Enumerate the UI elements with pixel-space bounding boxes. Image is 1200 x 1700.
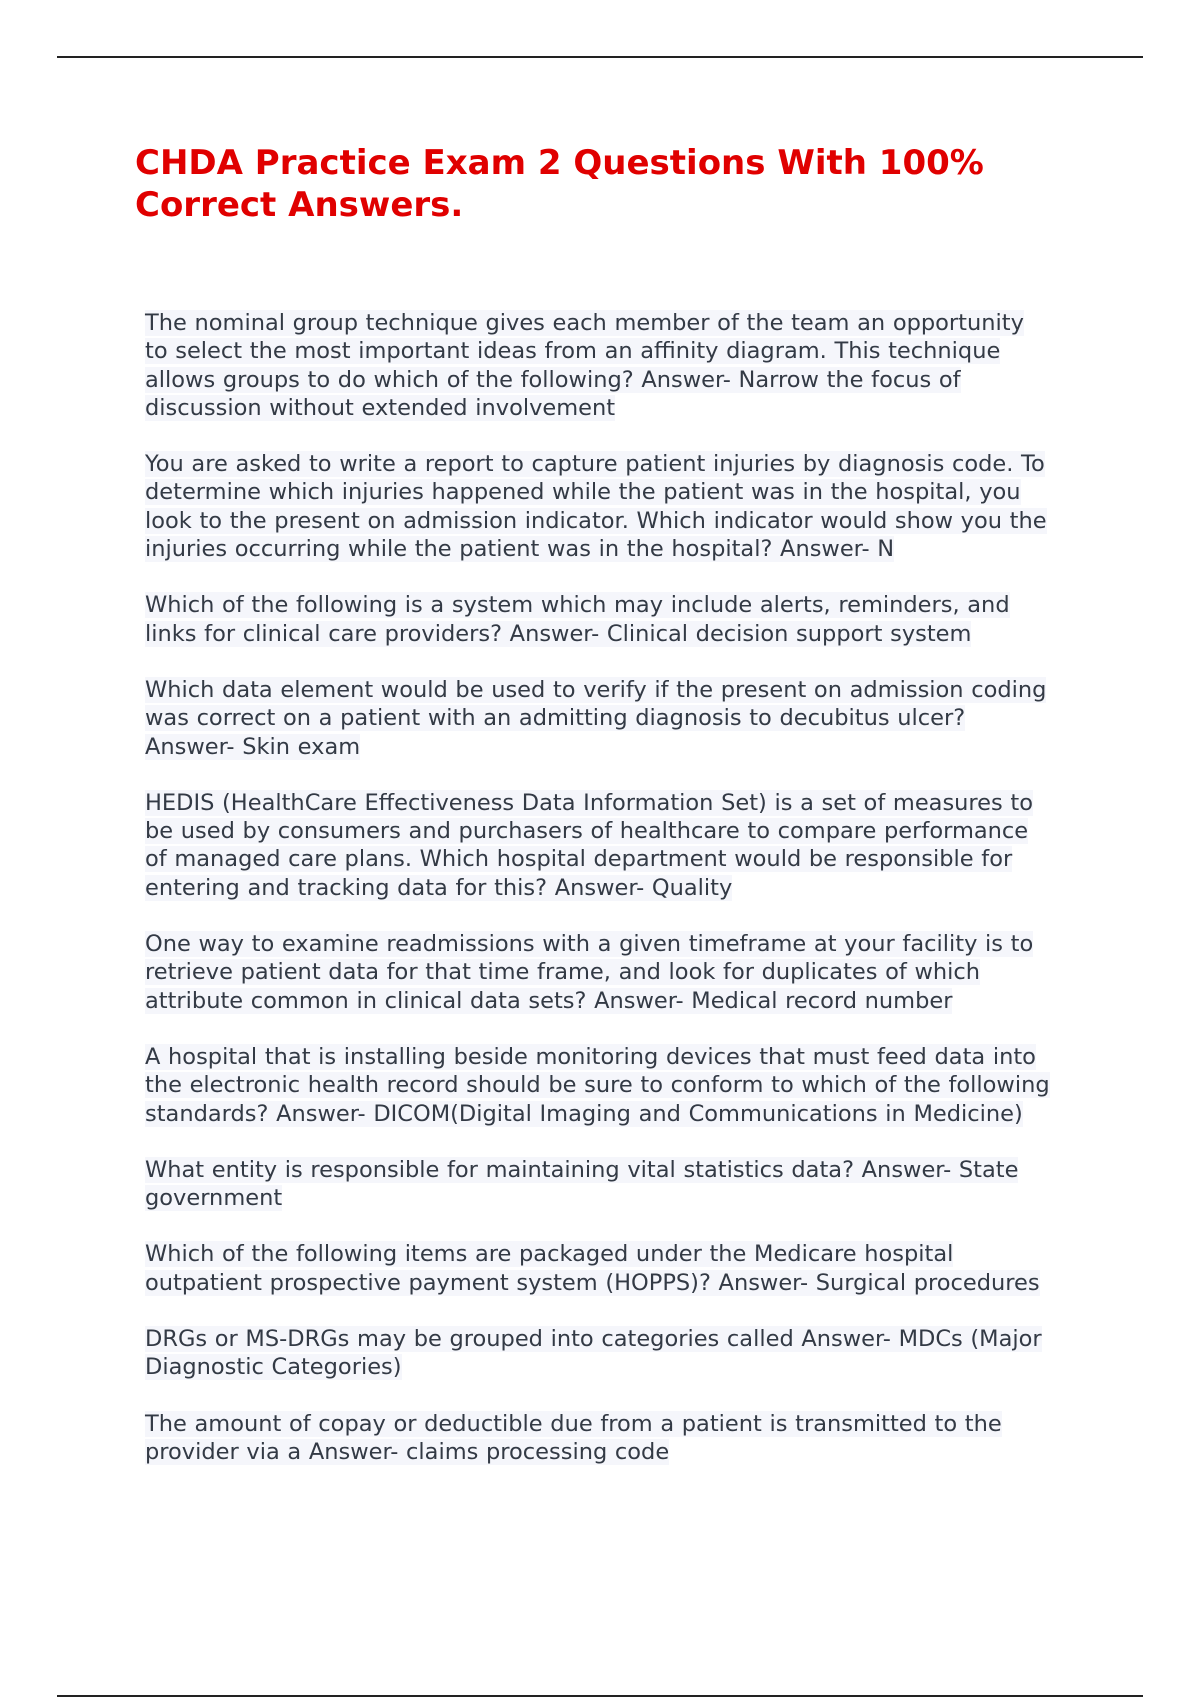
question-item	[145, 591, 1050, 648]
question-item	[145, 1240, 1050, 1297]
question-item	[145, 309, 1050, 422]
question-item	[145, 1043, 1050, 1128]
footer-rule	[57, 1695, 1143, 1697]
question-item	[145, 1325, 1050, 1382]
question-item	[145, 930, 1050, 1015]
question-text: The amount of copay or deductible due from a patient is transmitted to the provider via a Answer- claims processing code	[145, 1410, 1002, 1465]
document-title: CHDA Practice Exam 2 Questions With 100% Correct Answers.	[135, 143, 984, 225]
question-text: Which of the following items are packaged under the Medicare hospital outpatient prospective payment system (HOPPS)? Answer- Surgical procedures	[145, 1241, 1040, 1296]
question-text: DRGs or MS-DRGs may be grouped into categories called Answer- MDCs (Major Diagnostic Categories)	[145, 1326, 1042, 1381]
question-text: The nominal group technique gives each member of the team an opportunity to select the most important ideas from an affinity diagram. This technique allows groups to do which of the following? Answer- Narrow the focus of discussion without extended involvement	[145, 310, 1024, 421]
question-text: A hospital that is installing beside monitoring devices that must feed data into the electronic health record should be sure to conform to which of the following standards? Answer- DICOM(Digital Imaging and Communications in Medicine)	[145, 1043, 1050, 1127]
question-text: You are asked to write a report to capture patient injuries by diagnosis code. To determine which injuries happened while the patient was in the hospital, you look to the present on admission indicator. Which indicator would show you the injuries occurring while the patient was in the hospital? Answer- N	[145, 451, 1047, 563]
question-item	[145, 1410, 1050, 1467]
question-text: Which of the following is a system which may include alerts, reminders, and links for clinical care providers? Answer- Clinical decision support system	[145, 592, 1010, 647]
question-text: HEDIS (HealthCare Effectiveness Data Information Set) is a set of measures to be used by consumers and purchasers of healthcare to compare performance of managed care plans. Which hospital department would be responsible for entering and tracking data for this? Answer- Quality	[145, 789, 1033, 901]
question-list	[145, 309, 1050, 1494]
question-text: What entity is responsible for maintaining vital statistics data? Answer- State government	[145, 1156, 1019, 1212]
question-item	[145, 789, 1050, 902]
header-rule	[57, 56, 1143, 58]
question-text: One way to examine readmissions with a given timeframe at your facility is to retrieve patient data for that time frame, and look for duplicates of which attribute common in clinical data sets? Answer- Medical record number	[145, 931, 1034, 1014]
question-text: Which data element would be used to verify if the present on admission coding was correct on a patient with an admitting diagnosis to decubitus ulcer? Answer- Skin exam	[145, 676, 1047, 760]
question-item	[145, 1156, 1050, 1213]
question-item	[145, 676, 1050, 761]
question-item	[145, 450, 1050, 563]
